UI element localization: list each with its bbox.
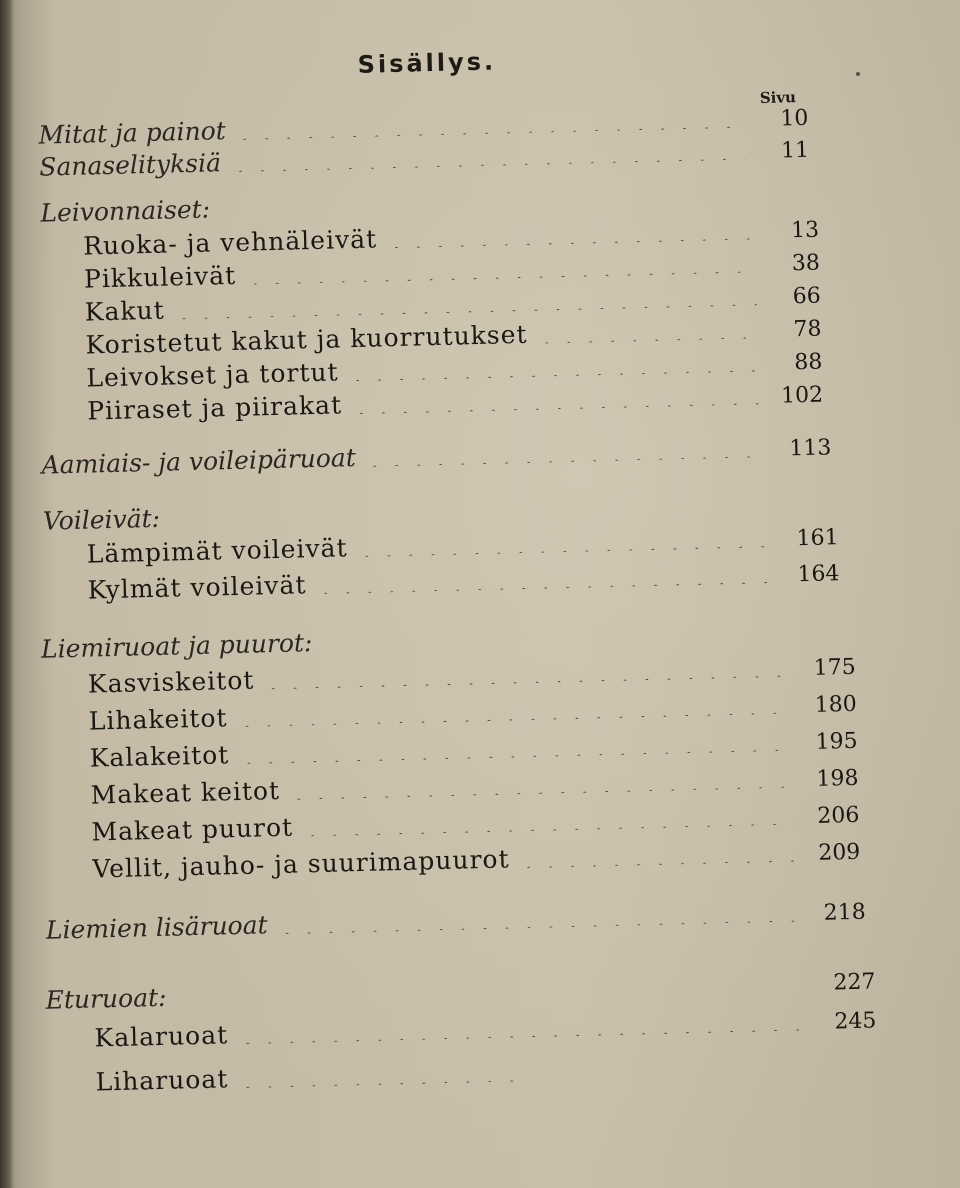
toc-entry-page: 195: [815, 728, 858, 755]
toc-entry-page: 102: [780, 382, 824, 409]
toc-entry-page: 175: [813, 654, 857, 681]
dot-leader: [315, 581, 776, 594]
dot-leader: [536, 336, 758, 343]
dot-leader: [385, 237, 755, 248]
toc-entry-page: 66: [792, 283, 821, 310]
dot-leader: [518, 859, 797, 868]
dot-leader: [350, 402, 759, 414]
toc-entry-page: [540, 1078, 596, 1079]
toc-entry: [46, 896, 867, 948]
toc-entry-label: Kasviskeitot: [87, 665, 255, 699]
toc-entry-page: 88: [793, 349, 823, 376]
dot-leader: [229, 157, 745, 172]
dot-leader: [236, 1079, 531, 1088]
toc-entry-page: 113: [789, 435, 832, 462]
toc-entry-page: 209: [817, 839, 861, 866]
dot-leader: [237, 748, 793, 764]
dot-leader: [288, 785, 794, 799]
toc-entry-label: Koristetut kakut ja kuorrutukset: [85, 319, 528, 360]
toc-entry-page: 198: [816, 765, 859, 792]
toc-entry-label: Leivokset ja tortut: [86, 357, 339, 393]
dot-leader: [364, 455, 768, 467]
toc-entry-label: Pikkuleivät: [83, 260, 237, 294]
toc-entry-label: Leivonnaiset:: [40, 194, 211, 228]
toc-entry-label: Makeat keitot: [90, 775, 281, 810]
toc-entry-page: 11: [780, 137, 810, 164]
toc-entry-page: 78: [793, 316, 822, 343]
toc-entry-page: 206: [817, 802, 860, 829]
dot-leader: [347, 369, 759, 381]
toc-entry-label: Makeat puurot: [91, 812, 294, 847]
toc-entry-page: 10: [780, 105, 809, 132]
page-column-header: Sivu: [759, 88, 797, 108]
toc-entry-page: 164: [797, 561, 840, 588]
toc-entry: [41, 431, 832, 482]
toc-entry-page: 38: [791, 250, 821, 277]
toc-entry-label: Liharuoat: [95, 1064, 229, 1097]
dot-leader: [276, 919, 802, 934]
toc-entry-label: Sanaselityksiä: [38, 148, 222, 182]
toc-entry-label: Kalakeitot: [89, 740, 230, 773]
dot-leader: [301, 822, 795, 836]
toc-entry-label: Lihakeitot: [88, 703, 228, 736]
toc-entry-page: 13: [790, 217, 820, 244]
toc-entry-page: 180: [814, 691, 857, 718]
toc-entry-label: Kylmät voileivät: [87, 570, 307, 605]
toc-entry-label: Piiraset ja piirakat: [86, 390, 343, 426]
dot-leader: [236, 711, 793, 727]
toc-entry-page: 245: [834, 1008, 877, 1035]
toc-entry-label: Liemien lisäruoat: [45, 910, 268, 945]
toc-entry: [95, 1055, 596, 1099]
toc-entry-label: Voileivät:: [42, 503, 161, 536]
toc-entry-label: Mitat ja painot: [38, 116, 227, 150]
toc-entry-label: Eturuoat:: [45, 982, 167, 1015]
toc-entry-label: Liemiruoat ja puurot:: [40, 628, 313, 664]
toc-entry-label: Aamiais- ja voileipäruoat: [41, 442, 357, 480]
toc-title: Sisällys.: [357, 47, 497, 79]
dot-leader: [263, 674, 792, 689]
toc-entry-page: 227: [833, 969, 876, 996]
toc-entry-label: Ruoka- ja vehnäleivät: [82, 224, 378, 261]
dot-leader: [356, 545, 775, 557]
toc-entry-label: Vellit, jauho- ja suurimapuurot: [92, 844, 510, 884]
toc-entry-page: 218: [823, 899, 867, 926]
dot-leader: [236, 1028, 812, 1044]
toc-entry-label: Kalaruoat: [94, 1020, 229, 1053]
toc-entry-label: Lämpimät voileivät: [86, 533, 348, 569]
toc-entry-label: Kakut: [84, 295, 166, 327]
toc-entry-page: 161: [796, 525, 839, 552]
